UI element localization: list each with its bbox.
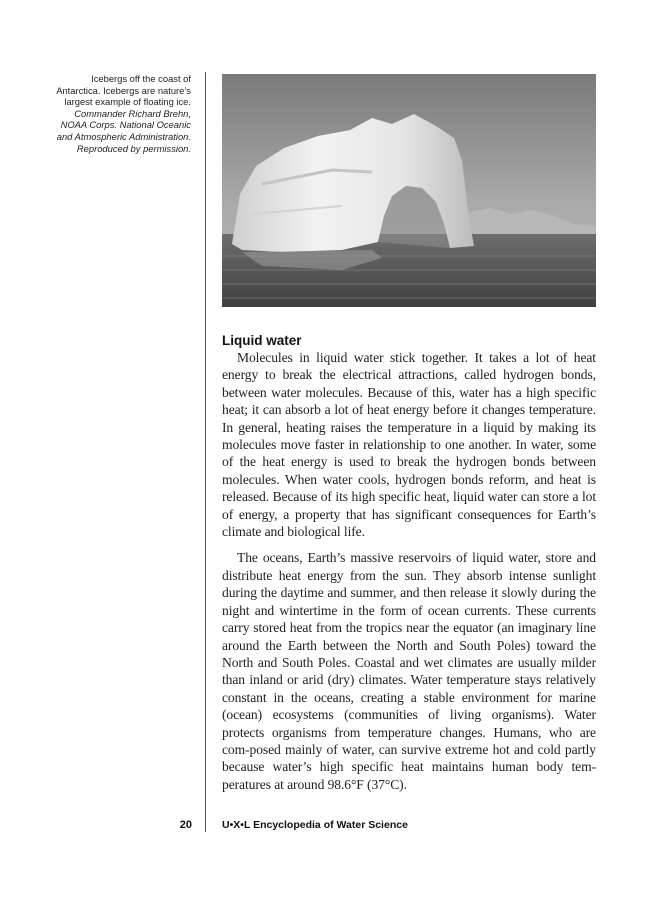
running-title: U•X•L Encyclopedia of Water Science [222,819,408,831]
section-heading: Liquid water [222,333,302,348]
credit-line: Commander Richard Brehn, [74,107,191,119]
caption-credit [20,108,191,154]
body-paragraph: Molecules in liquid water stick together. It takes a lot of heat energy to break the electrical attractions, called hydrogen bonds, between water molecules. Because of this, water has a high specific heat; it can absorb a lot of heat energy before it changes temperature. In general, heating raises the temperature in a liquid by making its molecules move faster in relationship to one another. In water, some of the heat energy is used to break the hydrogen bonds between molecules. When water cools, hydrogen bonds reform, and heat is released. Because of its high specific heat, liquid water can store a lot of energy, a property that has significant consequences for Earth’s climate and biological life. [222,350,596,540]
credit-line: Reproduced by permission. [76,142,191,154]
margin-divider [205,72,206,832]
caption-line: largest example of floating ice. [64,96,191,108]
caption-line: Antarctica. Icebergs are nature’s [56,84,191,96]
credit-line: NOAA Corps. National Oceanic [60,119,191,131]
body-paragraph: The oceans, Earth’s massive reservoirs of liquid water, store and distribute heat energy from the sun. They absorb intense sunlight during the daytime and summer, and then release it slowly during the night and wintertime in the form of ocean currents. These currents carry stored heat from the tropics near the equator (an imaginary line around the Earth between the North and South Poles) toward the North and South Poles. Coastal and wet climates are usually milder than inland or arid (dry) climates. Water temperature stays relatively constant in the oceans, creating a stable environment for marine (ocean) ecosystems (communities of living organisms). Water protects organisms from temperature changes. Humans, who are com-posed mainly of water, can survive extreme hot and cold partly because water’s high specific heat maintains human body tem-peratures at around 98.6°F (37°C). [222,550,596,792]
page-number: 20 [179,819,192,831]
photo-caption [20,73,191,154]
article-body [222,349,596,802]
credit-line: and Atmospheric Administration. [56,130,191,142]
iceberg-illustration [222,74,596,307]
iceberg-photo [222,74,596,307]
caption-line: Icebergs off the coast of [91,73,191,84]
